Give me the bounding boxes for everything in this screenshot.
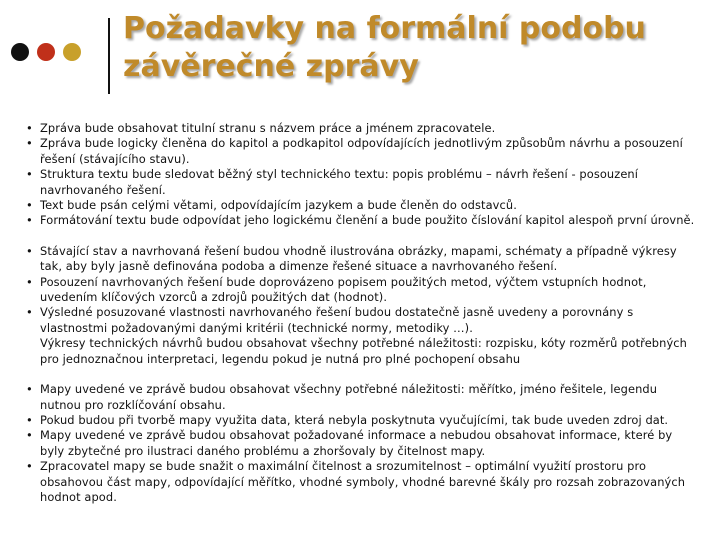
title-line-1: Požadavky na formální podobu (123, 11, 646, 46)
bullet-item: • Mapy uvedené ve zprávě budou obsahovat všechny potřebné náležitosti: měřítko, jméno řešitele, legendu nutnou pro rozklíčování obsahu. (20, 382, 700, 413)
bullet-group-1 (20, 121, 700, 229)
bullet-item: • Zpracovatel mapy se bude snažit o maximální čitelnost a srozumitelnost – optimální využití prostoru pro obsahovou část mapy, odpovídající měřítko, vhodné symboly, vhodné barevné škály pro rozsah zobrazovaných hodnot apod. (20, 459, 700, 505)
bullet-group-3 (20, 382, 700, 505)
bullet-item: • Text bude psán celými větami, odpovídajícím jazykem a bude členěn do odstavců. (20, 198, 700, 213)
bullet-item: • Formátování textu bude odpovídat jeho logickému členění a bude použito číslování kapitol alespoň první úrovně. (20, 213, 700, 228)
bullet-item: • Pokud budou při tvorbě mapy využita data, která nebyla poskytnuta vyučujícími, tak bude uveden zdroj dat. (20, 413, 700, 428)
dot-red (37, 43, 55, 61)
title-line-2: závěrečné zprávy (123, 49, 419, 84)
dot-dark (11, 43, 29, 61)
bullet-item: • Posouzení navrhovaných řešení bude doprovázeno popisem použitých metod, výčtem vstupních hodnot, uvedením klíčových vzorců a zdrojů použitých dat (hodnot). (20, 275, 700, 306)
bullet-item: • Struktura textu bude sledovat běžný styl technického textu: popis problému – návrh řešení - posouzení navrhovaného řešení. (20, 167, 700, 198)
bullet-item-continuation: Výkresy technických návrhů budou obsahovat všechny potřebné náležitosti: rozpisku, kóty rozměrů potřebných pro jednoznačnou interpretaci, legendu pokud je nutná pro plné pochopení obsahu (40, 336, 687, 366)
title-divider (108, 18, 110, 94)
bullet-item: • Mapy uvedené ve zprávě budou obsahovat požadované informace a nebudou obsahovat informace, které by byly zbytečné pro ilustraci daného problému a zhoršovaly by čitelnost mapy. (20, 428, 700, 459)
bullet-group-2 (20, 244, 700, 367)
bullet-item-text: Výsledné posuzované vlastnosti navrhovaného řešení budou dostatečně jasně uvedeny a porovnány s vlastnostmi požadovanými danými kritérii (technické normy, metodiky …). (40, 305, 634, 335)
bullet-item: • Zpráva bude obsahovat titulní stranu s názvem práce a jménem zpracovatele. (20, 121, 700, 136)
bullet-item: • Stávající stav a navrhovaná řešení budou vhodně ilustrována obrázky, mapami, schématy a případně výkresy tak, aby byly jasně definována podoba a dimenze řešené situace a navrhovaného řešení. (20, 244, 700, 275)
dot-gold (63, 43, 81, 61)
bullet-item (20, 305, 700, 367)
slide-title (123, 10, 713, 86)
bullet-item: • Zpráva bude logicky členěna do kapitol a podkapitol odpovídajících jednotlivým způsobům návrhu a posouzení řešení (stávajícího stavu). (20, 136, 700, 167)
slide-body (20, 121, 700, 505)
